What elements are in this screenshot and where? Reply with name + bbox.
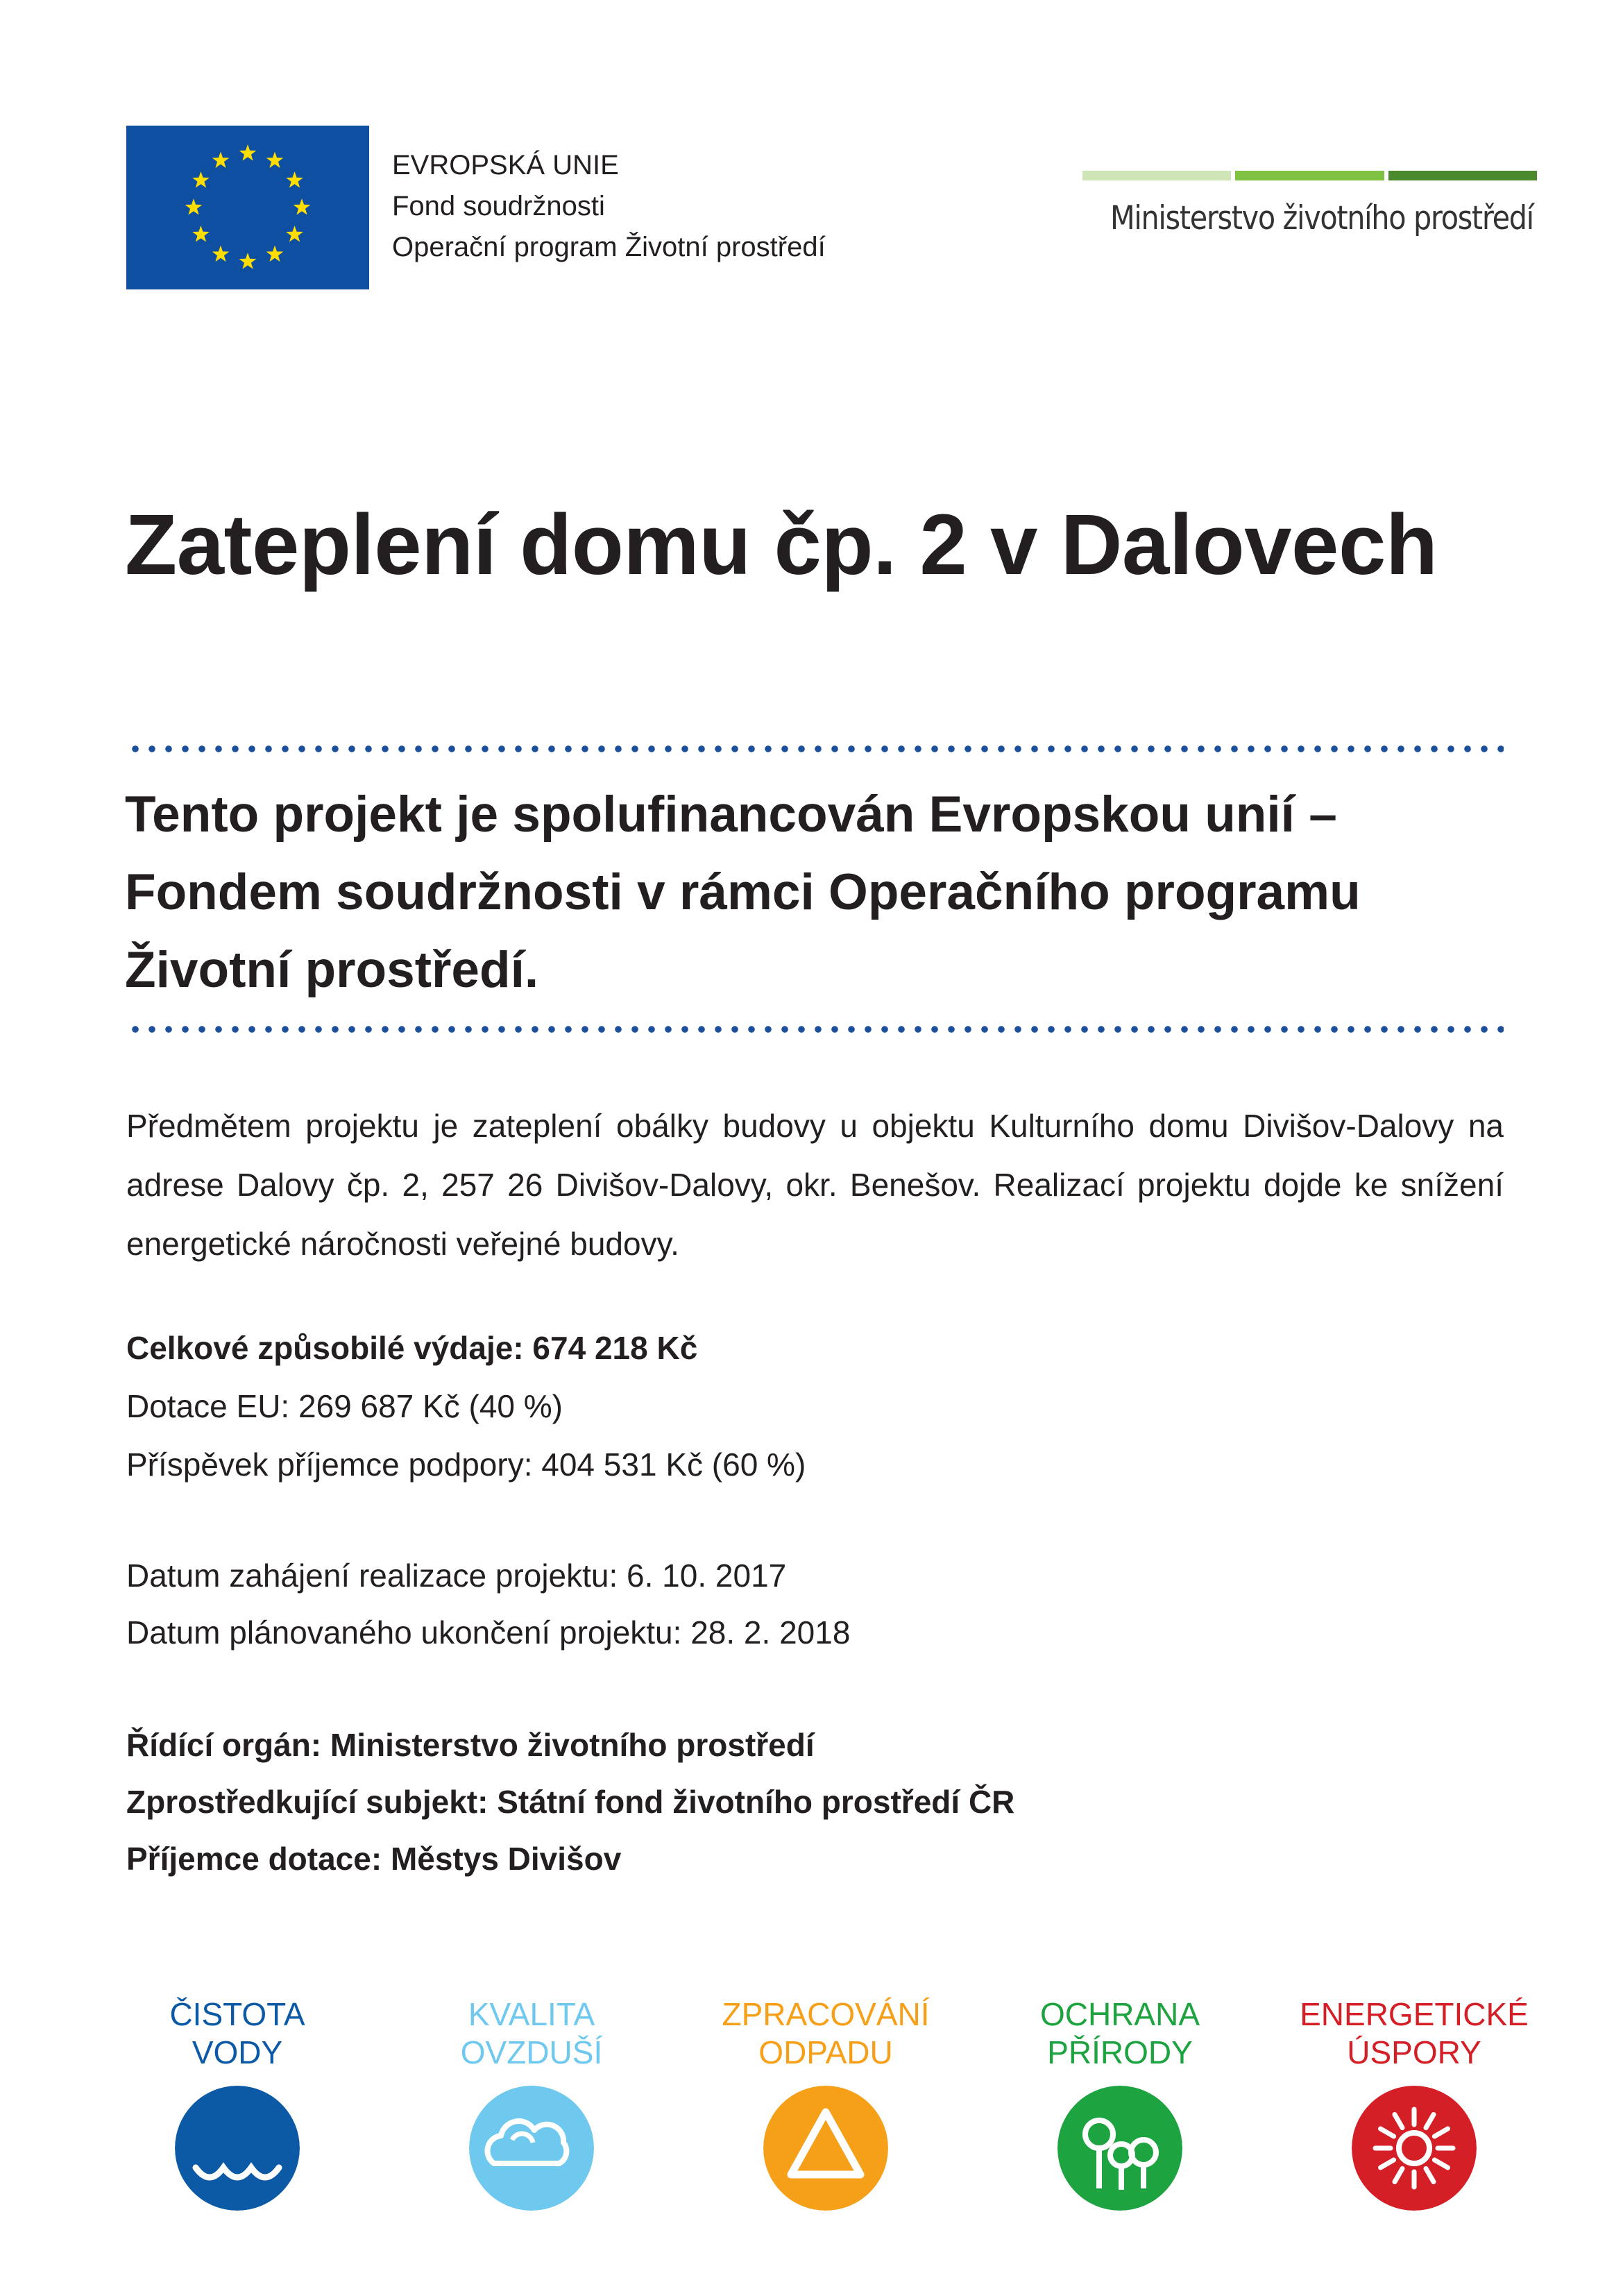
- eu-label-union: EVROPSKÁ UNIE: [392, 150, 619, 180]
- category-air-line1: KVALITA: [468, 1996, 595, 2032]
- water-drops-icon: [175, 2086, 300, 2211]
- eu-star-icon: [294, 199, 311, 215]
- ministry-bar-mid: [1235, 171, 1384, 180]
- end-date: Datum plánovaného ukončení projektu: 28. 2. 2018: [126, 1614, 851, 1651]
- recipient-contribution: Příspěvek příjemce podpory: 404 531 Kč (60 %): [126, 1446, 806, 1483]
- eu-star-icon: [239, 144, 257, 161]
- ministry-logo-bars: [1082, 171, 1537, 180]
- category-air-line2: OVZDUŠÍ: [460, 2034, 603, 2070]
- ministry-name: Ministerstvo životního prostředí: [1110, 199, 1533, 237]
- eu-star-icon: [266, 246, 284, 262]
- cofinance-statement: Tento projekt je spolufinancován Evropskou unií – Fondem soudržnosti v rámci Operačního programu Životní prostředí.: [125, 786, 1361, 998]
- page-title: Zateplení domu čp. 2 v Dalovech: [125, 498, 1438, 593]
- category-energy: [1289, 1995, 1539, 2211]
- category-waste-label: [701, 1995, 951, 2072]
- category-water-line2: VODY: [192, 2034, 283, 2070]
- category-water: [112, 1995, 362, 2211]
- dotted-divider-bottom: [127, 1026, 1504, 1033]
- eu-star-icon: [192, 226, 210, 242]
- cloud-icon: [469, 2086, 594, 2211]
- category-energy-line2: ÚSPORY: [1347, 2034, 1481, 2070]
- intermediate-body: Zprostředkující subjekt: Státní fond životního prostředí ČR: [126, 1784, 1015, 1820]
- category-air: [407, 1995, 656, 2211]
- eu-star-icon: [212, 246, 230, 262]
- eu-flag-icon: [126, 126, 369, 289]
- category-nature-line2: PŘÍRODY: [1047, 2034, 1193, 2070]
- category-nature: [995, 1995, 1245, 2211]
- eu-star-icon: [212, 151, 230, 168]
- start-date: Datum zahájení realizace projektu: 6. 10. 2017: [126, 1558, 787, 1594]
- category-waste-line2: ODPADU: [758, 2034, 893, 2070]
- category-nature-line1: OCHRANA: [1039, 1996, 1200, 2032]
- ministry-bar-dark: [1388, 171, 1537, 180]
- eu-star-icon: [286, 226, 303, 242]
- dotted-divider-top: [127, 745, 1504, 752]
- project-description: Předmětem projektu je zateplení obálky budovy u objektu Kulturního domu Divišov-Dalovy na adrese Dalovy čp. 2, 257 26 Divišov-Dalovy, okr. Benešov. Realizací projektu dojde ke snížení energetické náročnosti veřejné budovy.: [126, 1108, 1504, 1262]
- category-energy-line1: ENERGETICKÉ: [1300, 1996, 1529, 2032]
- eu-label-programme: Operační program Životní prostředí: [392, 232, 826, 262]
- category-water-label: [112, 1995, 362, 2072]
- managing-authority: Řídící orgán: Ministerstvo životního prostředí: [126, 1727, 815, 1763]
- sun-icon: [1352, 2086, 1477, 2211]
- category-waste-line1: ZPRACOVÁNÍ: [722, 1996, 930, 2032]
- total-eligible-costs: Celkové způsobilé výdaje: 674 218 Kč: [126, 1330, 698, 1366]
- ministry-bar-light: [1082, 171, 1231, 180]
- eu-label-fund: Fond soudržnosti: [392, 191, 605, 221]
- category-nature-label: [995, 1995, 1245, 2072]
- eu-star-icon: [185, 199, 203, 215]
- recycle-triangle-icon: [763, 2086, 888, 2211]
- grant-recipient: Příjemce dotace: Městys Divišov: [126, 1841, 622, 1877]
- eu-subsidy: Dotace EU: 269 687 Kč (40 %): [126, 1388, 563, 1424]
- category-energy-label: [1289, 1995, 1539, 2072]
- eu-star-icon: [286, 171, 303, 188]
- trees-icon: [1057, 2086, 1182, 2211]
- eu-star-icon: [266, 151, 284, 168]
- category-air-label: [407, 1995, 656, 2072]
- eu-star-icon: [192, 171, 210, 188]
- eu-star-icon: [239, 253, 257, 269]
- category-waste: [701, 1995, 951, 2211]
- category-water-line1: ČISTOTA: [169, 1996, 305, 2032]
